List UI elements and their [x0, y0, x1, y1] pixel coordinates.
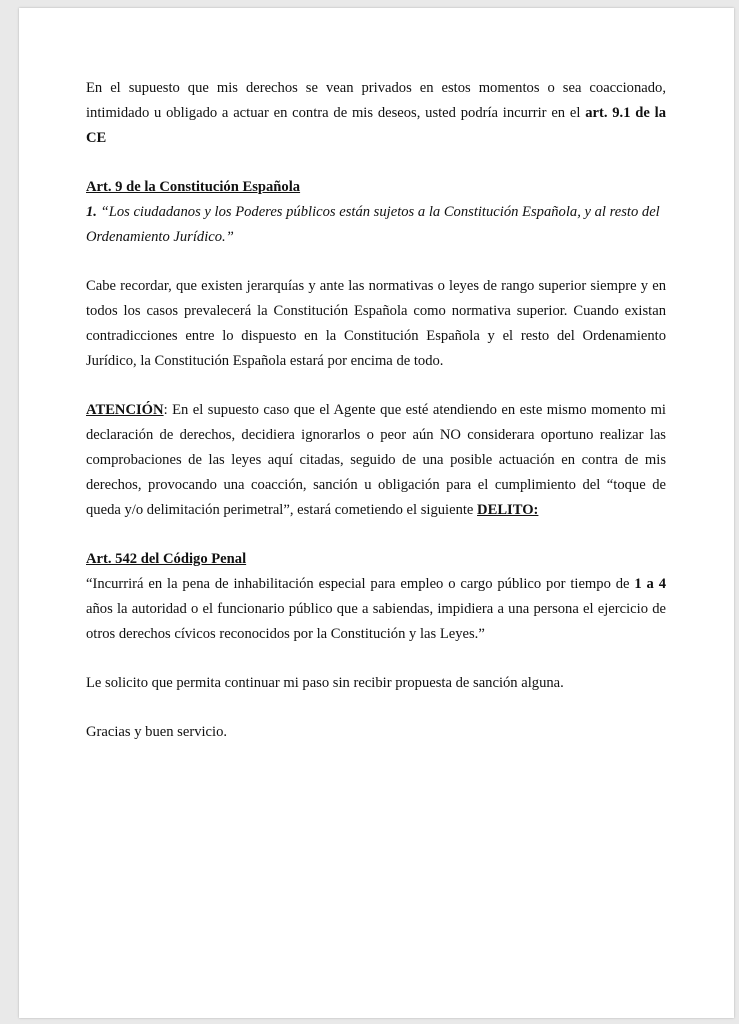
article-542-block: [86, 547, 666, 647]
article-reference: art. 9.1 de la CE: [86, 105, 666, 146]
paragraph-attention: [86, 398, 666, 523]
paragraph-rights-text: En el supuesto que mis derechos se vean privados en estos momentos o sea coaccionado, intimidado u obligado a actuar en contra de mis deseos, usted podría incurrir en el: [86, 80, 666, 121]
paragraph-request: Le solicito que permita continuar mi paso sin recibir propuesta de sanción alguna.: [86, 675, 564, 691]
paragraph-hierarchy: Cabe recordar, que existen jerarquías y ante las normativas o leyes de rango superior siempre y en todos los casos prevalecerá la Constitución Española como normativa superior. Cuando existan contradicciones entre lo dispuesto en la Constitución Española y el resto del Ordenamiento Jurídico, la Constitución Española estará por encima de todo.: [86, 278, 666, 369]
article-542-term: 1 a 4: [634, 576, 666, 592]
article-542-quote-start: “Incurrirá en la pena de inhabilitación especial para empleo o cargo público por tiempo de: [86, 576, 635, 592]
paragraph-closing: Gracias y buen servicio.: [86, 724, 228, 740]
article-9-quote: “Los ciudadanos y los Poderes públicos están sujetos a la Constitución Española, y al resto del Ordenamiento Jurídico.”: [86, 204, 660, 245]
delito-label: DELITO:: [477, 502, 539, 518]
attention-label: ATENCIÓN: [86, 402, 164, 418]
article-542-heading: Art. 542 del Código Penal: [86, 551, 247, 567]
article-542-quote-end: años la autoridad o el funcionario público que a sabiendas, impidiera a una persona el ejercicio de otros derechos cívicos reconocidos por la Constitución y las Leyes.”: [86, 601, 666, 642]
paragraph-rights: [86, 76, 666, 151]
article-9-number: 1.: [86, 204, 97, 220]
article-9-block: [86, 175, 666, 250]
document-body: [86, 76, 666, 769]
article-9-heading: Art. 9 de la Constitución Española: [86, 179, 301, 195]
attention-text: : En el supuesto caso que el Agente que esté atendiendo en este mismo momento mi declaración de derechos, decidiera ignorarlos o peor aún NO considerara oportuno realizar las comprobaciones de las leyes aquí citadas, seguido de una posible actuación en contra de mis derechos, provocando una coacción, sanción u obligación para el cumplimiento del “toque de queda y/o delimitación perimetral”, estará cometiendo el siguiente: [86, 402, 666, 518]
document-page: [19, 8, 734, 1018]
